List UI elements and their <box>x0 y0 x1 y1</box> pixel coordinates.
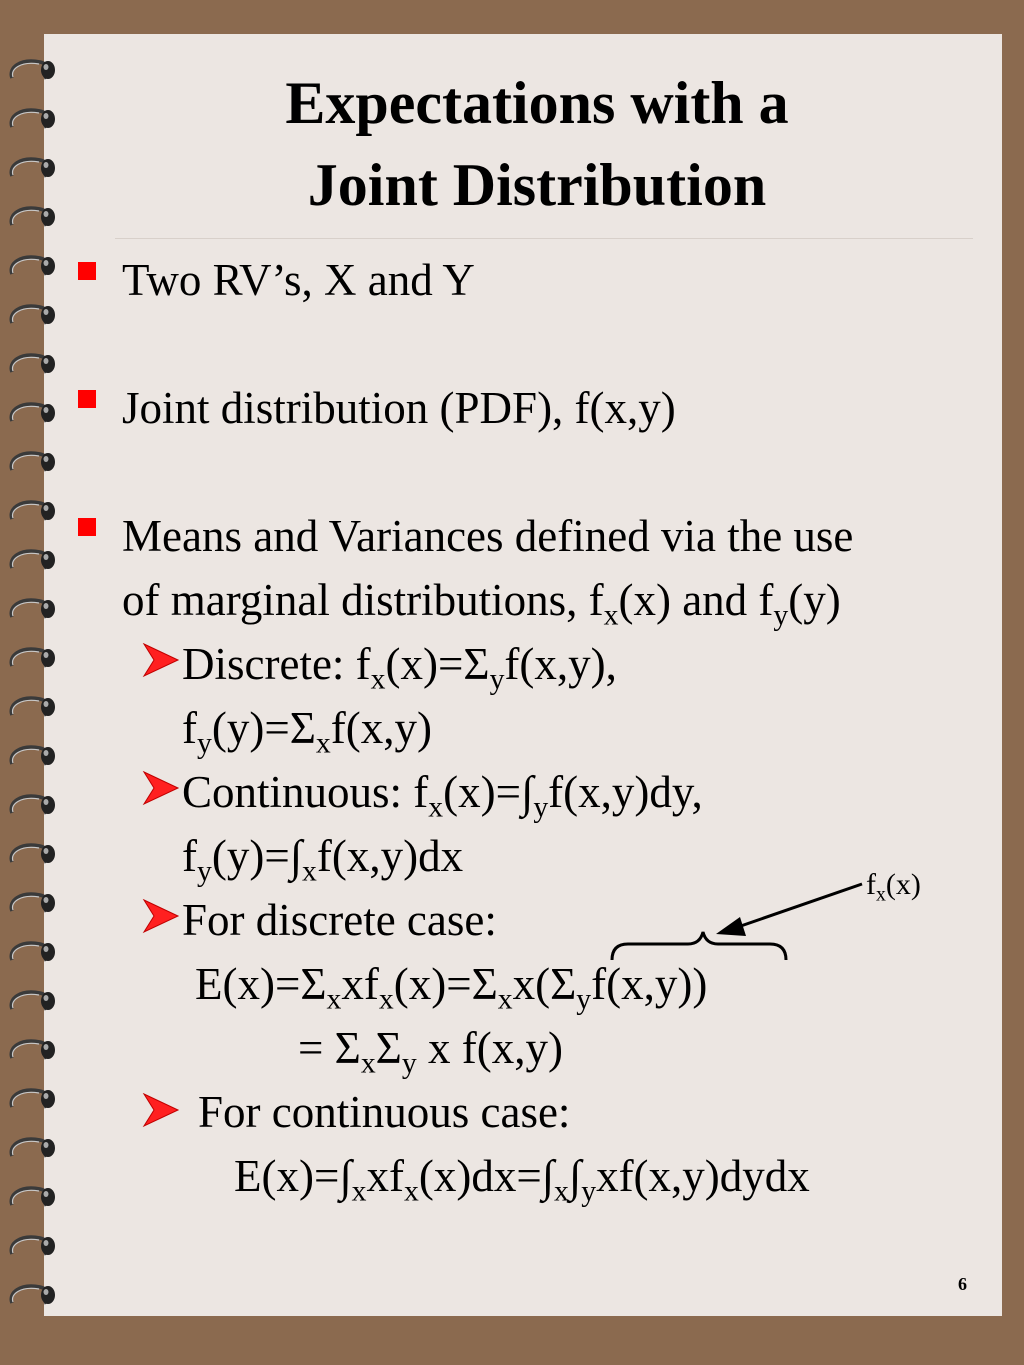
discrete-marginal-formula-y: $f_y(y)=\Sigma_xf(x,y)$ <box>182 703 432 760</box>
continuous-expectation-formula: $E(x)=\int_xxf_x(x)dx=\int_x\int_yxf(x,y)dydx$ <box>234 1151 810 1208</box>
bullet-3-text-line2: of marginal distributions, $f_x(x)$ and $f_y(y)$ <box>122 575 841 632</box>
title-line-2: Joint Distribution <box>307 152 767 218</box>
annotation-arrowhead <box>716 917 746 936</box>
continuous-marginal-formula-y: $f_y(y)=\int_xf(x,y)dx$ <box>182 831 464 888</box>
slide-number: 6 <box>958 1274 967 1294</box>
discrete-expectation-formula: $E(x)=\Sigma_xxf_x(x)=\Sigma_xx(\Sigma_yf(x,y))$ <box>195 959 708 1016</box>
discrete-expectation-double-sum: = $\Sigma_x\Sigma_y$ x f(x,y) <box>298 1023 563 1080</box>
continuous-case-label: For continuous case: <box>198 1087 571 1137</box>
bullet-3-text: Means and Variances defined via the use <box>122 511 854 561</box>
discrete-marginal-formula: Discrete: $f_x(x)=\Sigma_yf(x,y)$, <box>182 639 617 696</box>
annotation-label: $f_x(x)$ <box>866 868 921 906</box>
bullet-1-text: Two RV’s, X and Y <box>122 255 475 305</box>
bullet-2-text: Joint distribution (PDF), f(x,y) <box>122 383 676 433</box>
title-line-1: Expectations with a <box>285 70 789 136</box>
continuous-marginal-formula: Continuous: $f_x(x)=\int_yf(x,y)dy$, <box>182 767 703 824</box>
discrete-case-label: For discrete case: <box>182 895 497 945</box>
annotation-arrow <box>735 884 862 928</box>
curly-brace <box>612 932 786 960</box>
